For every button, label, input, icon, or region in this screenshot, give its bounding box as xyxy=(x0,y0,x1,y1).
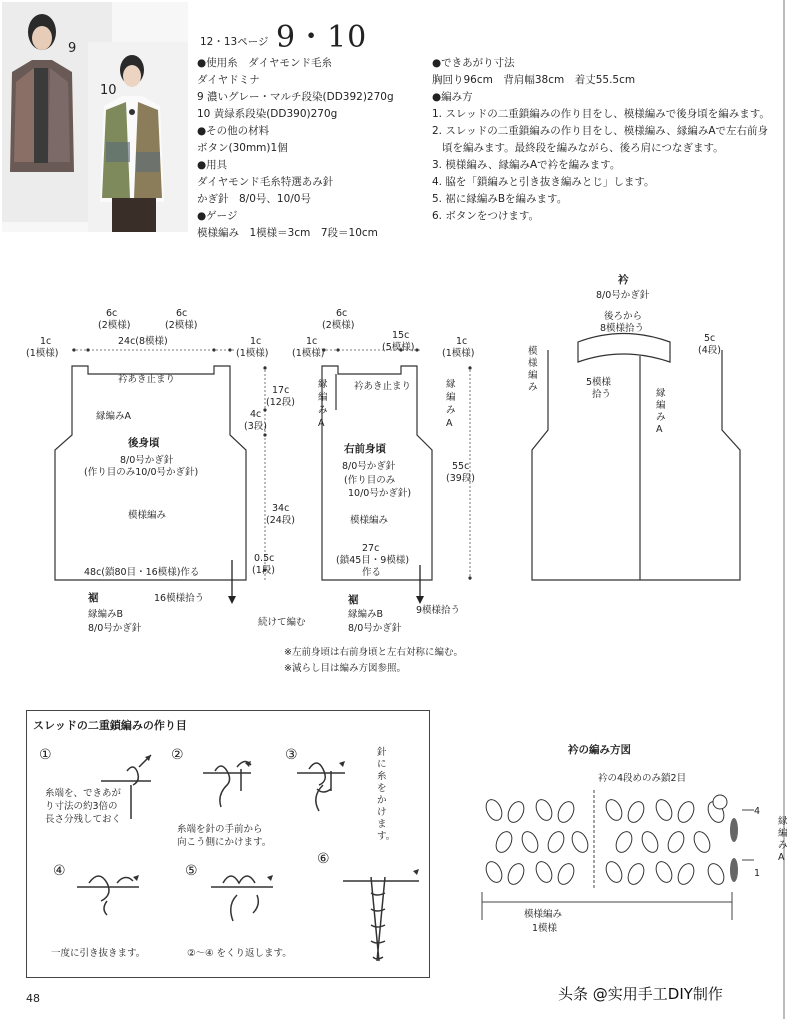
collar-pick5-2: 拾う xyxy=(592,389,612,400)
front-side-right-b: (1模様) xyxy=(442,348,475,359)
front-foundation3: 作る xyxy=(362,567,382,578)
other-heading: ●その他の材料 xyxy=(197,125,270,137)
collar-chart-row4: 4 xyxy=(754,806,761,817)
back-hem-edge: 縁編みB xyxy=(88,609,124,620)
back-opening: 衿あき止まり xyxy=(118,374,176,385)
collar-from-back1: 後ろから xyxy=(604,311,643,322)
back-hook-note: (作り目のみ10/0号かぎ針) xyxy=(84,467,199,478)
photo-label-10: 10 xyxy=(100,83,117,98)
back-continue: 続けて編む xyxy=(258,617,306,628)
dim-34: 34c xyxy=(272,503,290,514)
back-hem-hook: 8/0号かぎ針 xyxy=(88,623,142,634)
back-top-mid: 24c(8模様) xyxy=(118,336,168,347)
step-2-cont: 頃を編みます。最終段を編みながら、後ろ肩につなぎます。 xyxy=(432,142,724,154)
photo-label-9: 9 xyxy=(68,41,77,56)
dim-4b: (3段) xyxy=(244,421,267,432)
other-value: ボタン(30mm)1個 xyxy=(197,142,288,154)
collar-from-back2: 8模様拾う xyxy=(600,323,645,334)
tools-heading: ●用具 xyxy=(197,159,228,171)
dim-05: 0.5c xyxy=(254,553,275,564)
yarn-heading: ●使用糸 ダイヤモンド毛糸 xyxy=(197,57,332,69)
thread-chain-illustrations xyxy=(27,711,429,977)
gauge-value: 模様編み 1模様＝3cm 7段＝10cm xyxy=(197,227,378,239)
product-photo xyxy=(2,2,188,232)
tools-2: かぎ針 8/0号、10/0号 xyxy=(197,193,311,205)
step-3-marker: ③ xyxy=(285,747,298,763)
front-top-mid: 15c xyxy=(392,330,410,341)
note-2: ※減らし目は編み方図参照。 xyxy=(284,663,406,674)
vest-photo-illustration xyxy=(2,2,188,232)
dim-17: 17c xyxy=(272,385,290,396)
front-hem-label: 裾 xyxy=(348,594,359,606)
step-2-marker: ② xyxy=(171,747,184,763)
front-side-right: 1c xyxy=(456,336,468,347)
page-number: 48 xyxy=(26,992,40,1005)
front-hook-note1: (作り目のみ xyxy=(344,475,396,486)
step-2-text: 糸端を針の手前から 向こう側にかけます。 xyxy=(177,824,272,848)
collar-chart-side-label: 縁 編 み A xyxy=(778,816,788,863)
collar-pick5-1: 5模様 xyxy=(586,377,612,388)
back-side-left-b: (1模様) xyxy=(26,348,59,359)
yarn-9: 9 濃いグレー・マルチ段染(DD392)270g xyxy=(197,91,394,103)
step-1-text: 糸端を、できあが り寸法の約3倍の 長さ分残しておく xyxy=(45,788,122,825)
size-heading: ●できあがり寸法 xyxy=(432,57,515,69)
step-6-marker: ⑥ xyxy=(317,851,330,867)
dim-05b: (1段) xyxy=(252,565,275,576)
dim-34b: (24段) xyxy=(266,515,296,526)
thread-chain-title: スレッドの二重鎖編みの作り目 xyxy=(33,719,187,732)
step-5-marker: ⑤ xyxy=(185,863,198,879)
collar-chart-title: 衿の編み方図 xyxy=(568,744,631,756)
back-edge-a: 縁編みA xyxy=(96,411,131,422)
front-opening: 衿あき止まり xyxy=(354,381,412,392)
page-reference: 12・13ページ xyxy=(200,36,269,48)
step-4: 4. 脇を「鎖編みと引き抜き編みとじ」します。 xyxy=(432,176,655,188)
vest-outline xyxy=(532,350,740,580)
step-1-marker: ① xyxy=(39,747,52,763)
front-foundation2: (鎖45目・9模様) xyxy=(336,555,410,566)
dim-4: 4c xyxy=(250,409,262,420)
front-edge-right: 縁 編 み A xyxy=(446,379,456,429)
collar-chart-bottom2: 1模様 xyxy=(532,923,558,934)
front-foundation1: 27c xyxy=(362,543,380,554)
back-side-right-b: (1模様) xyxy=(236,348,269,359)
step-1: 1. スレッドの二重鎖編みの作り目をし、模様編みで後身頃を編みます。 xyxy=(432,108,770,120)
back-pickup: 16模様拾う xyxy=(154,593,205,604)
collar-w5b: (4段) xyxy=(698,345,721,356)
pattern-number: 9・10 xyxy=(276,20,368,55)
front-hook-note2: 10/0号かぎ針) xyxy=(348,488,412,499)
front-edge-left: 縁 編 み A xyxy=(318,379,328,429)
front-body-name: 右前身頃 xyxy=(344,443,386,455)
collar-chart-bottom1: 模様編み xyxy=(524,909,563,920)
method-heading: ●編み方 xyxy=(432,91,473,103)
back-top-w1: 6c xyxy=(106,308,118,319)
front-top-midb: (5模様) xyxy=(382,342,415,353)
materials-block xyxy=(197,55,394,242)
back-hem-label: 裾 xyxy=(88,592,99,604)
front-pattern: 模様編み xyxy=(350,515,389,526)
back-top-w1b: (2模様) xyxy=(98,320,131,331)
front-pickup: 9模様拾う xyxy=(416,605,461,616)
note-1: ※左前身頃は右前身頃と左右対称に編む。 xyxy=(284,647,463,658)
step-2: 2. スレッドの二重鎖編みの作り目をし、模様編み、縁編みAで左右前身 xyxy=(432,125,769,137)
dim-17b: (12段) xyxy=(266,397,296,408)
front-top-w: 6c xyxy=(336,308,348,319)
collar-pattern-left: 模様編み xyxy=(528,346,538,393)
front-hook: 8/0号かぎ針 xyxy=(342,461,396,472)
front-hem-edge: 縁編みB xyxy=(348,609,384,620)
back-side-right: 1c xyxy=(250,336,262,347)
back-body-name: 後身頃 xyxy=(128,437,160,449)
collar-w5: 5c xyxy=(704,333,716,344)
back-side-left: 1c xyxy=(40,336,52,347)
collar-chart-row1: 1 xyxy=(754,868,761,879)
step-5: 5. 裾に縁編みBを編みます。 xyxy=(432,193,568,205)
yarn-10: 10 黄緑系段染(DD390)270g xyxy=(197,108,338,120)
thread-chain-box xyxy=(26,710,430,978)
watermark: 头条 @实用手工DIY制作 xyxy=(554,982,727,1005)
collar-hook: 8/0号かぎ針 xyxy=(596,290,650,301)
collar-chart-note: 衿の4段めのみ鎖2目 xyxy=(598,773,687,784)
step-6: 6. ボタンをつけます。 xyxy=(432,210,540,222)
back-pattern: 模様編み xyxy=(128,510,167,521)
step-4-marker: ④ xyxy=(53,863,66,879)
step-4-text: 一度に引き抜きます。 xyxy=(51,948,146,959)
yarn-name: ダイヤドミナ xyxy=(197,74,260,86)
instructions-block xyxy=(432,55,770,225)
page-spine xyxy=(783,0,785,1019)
dim-55b: (39段) xyxy=(446,473,476,484)
collar-band xyxy=(578,334,670,363)
dim-55: 55c xyxy=(452,461,470,472)
front-side-left-b: (1模様) xyxy=(292,348,325,359)
front-side-left: 1c xyxy=(306,336,318,347)
gauge-heading: ●ゲージ xyxy=(197,210,238,222)
step-3: 3. 模様編み、縁編みAで衿を編みます。 xyxy=(432,159,621,171)
step-5-text: ②〜④ をくり返します。 xyxy=(187,948,292,959)
collar-edge-right: 縁編みA xyxy=(656,388,666,435)
collar-stitch-chart xyxy=(464,790,764,930)
back-hook: 8/0号かぎ針 xyxy=(120,455,174,466)
collar-name: 衿 xyxy=(618,274,629,286)
back-foundation: 48c(鎖80目・16模様)作る xyxy=(84,567,200,578)
size-value: 胸回り96cm 背肩幅38cm 着丈55.5cm xyxy=(432,74,636,86)
back-top-w2b: (2模様) xyxy=(165,320,198,331)
tools-1: ダイヤモンド毛糸特選あみ針 xyxy=(197,176,334,188)
front-top-wb: (2模様) xyxy=(322,320,355,331)
front-hem-hook: 8/0号かぎ針 xyxy=(348,623,402,634)
step-3-text: 針に糸をかけます。 xyxy=(377,747,396,842)
back-top-w2: 6c xyxy=(176,308,188,319)
